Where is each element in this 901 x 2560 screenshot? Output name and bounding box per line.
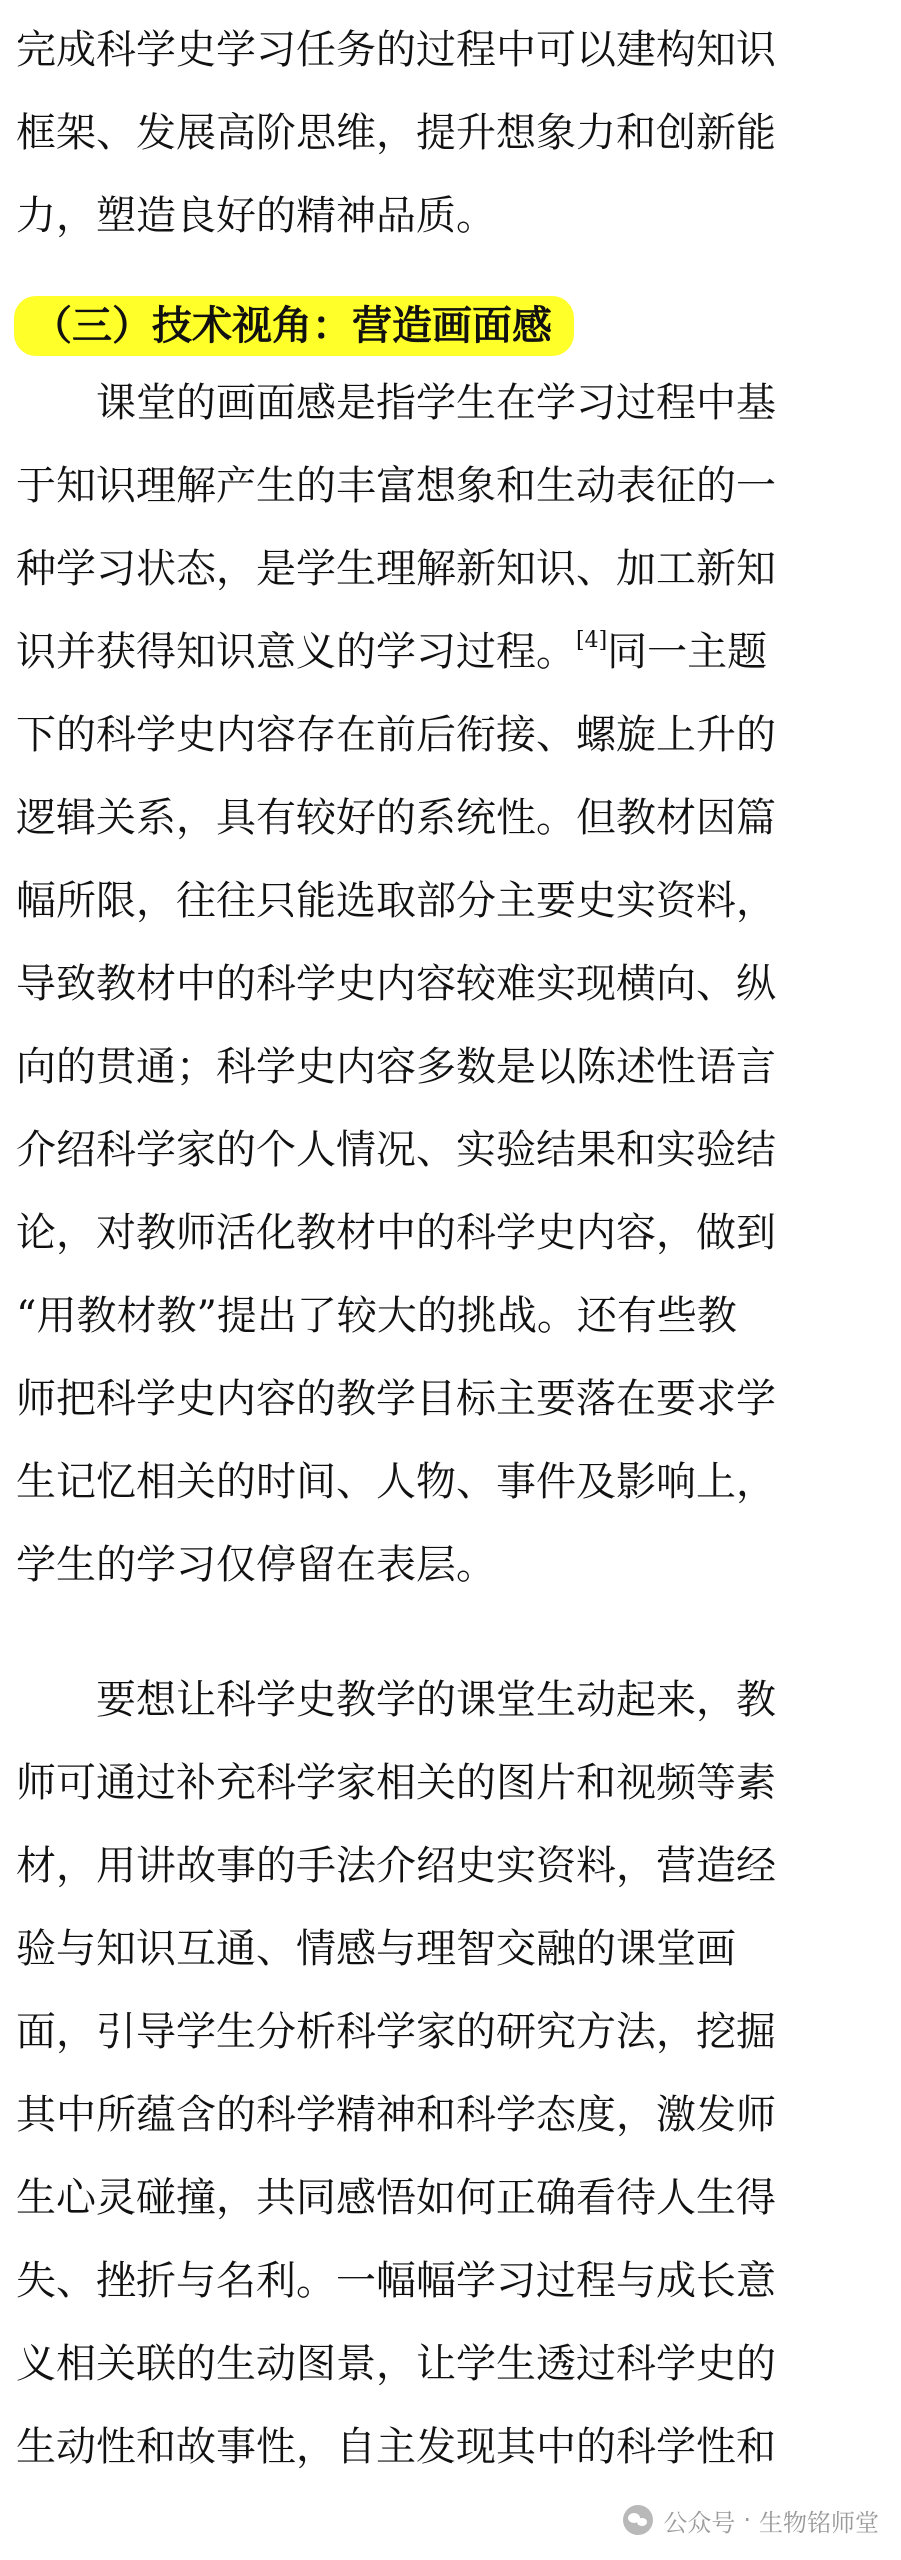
paragraph1-line-7: 幅所限，往往只能选取部分主要史实资料，: [16, 878, 776, 924]
paragraph1-line-13: 师把科学史内容的教学目标主要落在要求学: [16, 1376, 776, 1422]
wechat-icon: [623, 2505, 653, 2535]
paragraph1-line-9: 向的贯通；科学史内容多数是以陈述性语言: [16, 1044, 776, 1090]
paragraph2-line-4: 验与知识互通、情感与理智交融的课堂画: [16, 1926, 736, 1972]
paragraph1-line-11: 论，对教师活化教材中的科学史内容，做到: [16, 1210, 776, 1256]
watermark-label: 公众号: [663, 2508, 736, 2537]
paragraph1-line-6: 逻辑关系，具有较好的系统性。但教材因篇: [16, 795, 776, 841]
paragraph1-line-15: 学生的学习仅停留在表层。: [16, 1542, 496, 1588]
paragraph1-line-4-tail: 同一主题: [607, 629, 768, 675]
section-heading: （三）技术视角：营造画面感: [14, 296, 574, 356]
account-watermark: [617, 2500, 883, 2540]
paragraph2-line-1: 要想让科学史教学的课堂生动起来，教: [96, 1677, 776, 1723]
paragraph1-line-14: 生记忆相关的时间、人物、事件及影响上，: [16, 1459, 776, 1505]
paragraph1-line-4: [16, 624, 885, 680]
watermark-account: 生物铭师堂: [759, 2508, 879, 2537]
paragraph2-line-5: 面，引导学生分析科学家的研究方法，挖掘: [16, 2009, 776, 2055]
paragraph1-line-2: 于知识理解产生的丰富想象和生动表征的一: [16, 463, 776, 509]
paragraph2-line-9: 义相关联的生动图景，让学生透过科学史的: [16, 2341, 776, 2387]
watermark-separator: ·: [743, 2506, 751, 2534]
paragraph1-line-5: 下的科学史内容存在前后衔接、螺旋上升的: [16, 712, 776, 758]
paragraph2-line-7: 生心灵碰撞，共同感悟如何正确看待人生得: [16, 2175, 776, 2221]
paragraph2-line-6: 其中所蕴含的科学精神和科学态度，激发师: [16, 2092, 776, 2138]
paragraph2-line-2: 师可通过补充科学家相关的图片和视频等素: [16, 1760, 776, 1806]
intro-line-1: 完成科学史学习任务的过程中可以建构知识: [16, 27, 776, 73]
paragraph2-line-10: 生动性和故事性，自主发现其中的科学性和: [16, 2424, 776, 2470]
paragraph1-line-10: 介绍科学家的个人情况、实验结果和实验结: [16, 1127, 776, 1173]
paragraph1-line-8: 导致教材中的科学史内容较难实现横向、纵: [16, 961, 776, 1007]
intro-line-2: 框架、发展高阶思维，提升想象力和创新能: [16, 110, 776, 156]
paragraph2-line-8: 失、挫折与名利。一幅幅学习过程与成长意: [16, 2258, 776, 2304]
intro-line-3: 力，塑造良好的精神品质。: [16, 193, 496, 239]
paragraph1-line-12: “用教材教”提出了较大的挑战。还有些教: [16, 1293, 737, 1339]
paragraph1-line-1: 课堂的画面感是指学生在学习过程中基: [96, 380, 776, 426]
paragraph2-line-3: 材，用讲故事的手法介绍史实资料，营造经: [16, 1843, 776, 1889]
paragraph1-line-3: 种学习状态，是学生理解新知识、加工新知: [16, 546, 776, 592]
paragraph1-line-4-text: 识并获得知识意义的学习过程。: [16, 629, 576, 675]
citation-mark: [4]: [576, 628, 608, 653]
